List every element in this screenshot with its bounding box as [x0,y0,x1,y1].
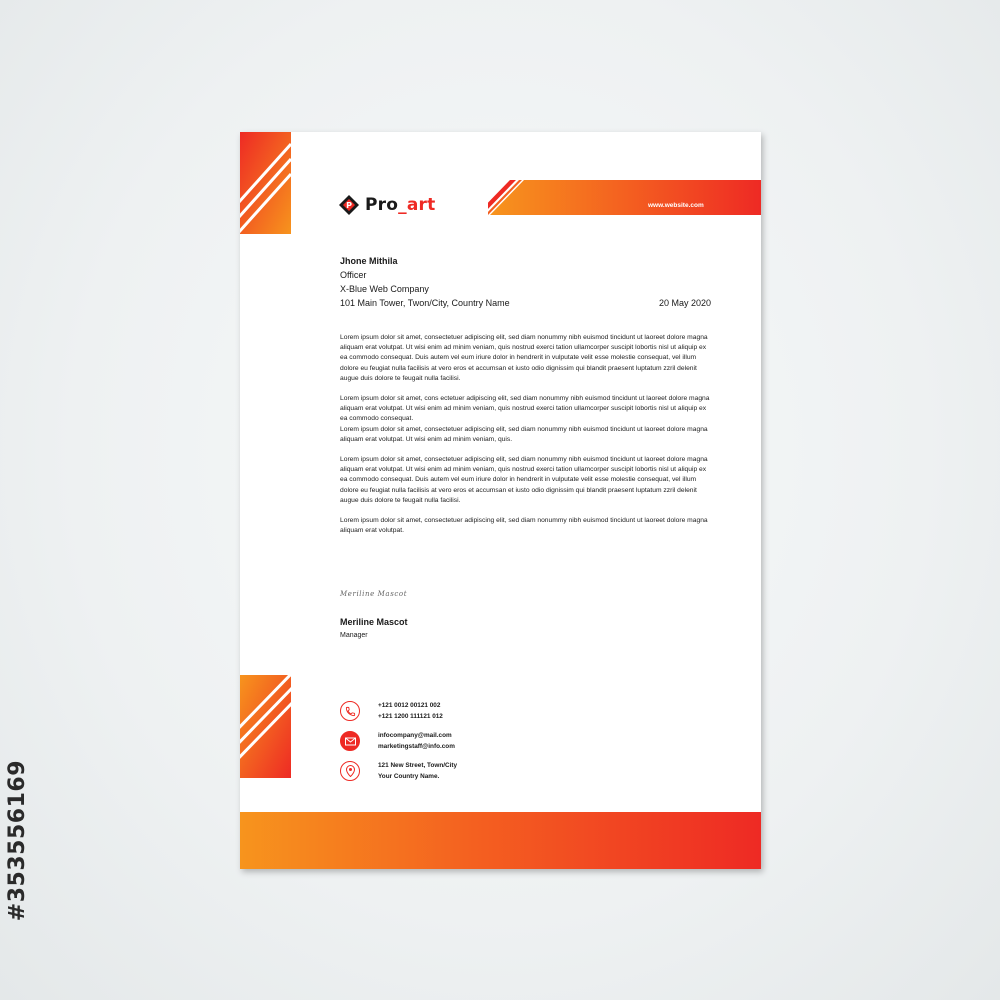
diamond-p-logo-icon [339,195,359,215]
signer-title: Manager [340,632,368,639]
contact-address [340,760,457,782]
website-url[interactable]: www.website.com [648,202,704,209]
company-logo [339,195,435,215]
recipient-company: X-Blue Web Company [340,284,429,294]
body-paragraph: Lorem ipsum dolor sit amet, consectetuer adipiscing elit, sed diam nonummy nibh euismod tincidunt ut laoreet dolore magna aliquam erat volutpat. [340,517,708,535]
email-address: infocompany@mail.com [378,732,452,739]
body-paragraph: Lorem ipsum dolor sit amet, consectetuer adipiscing elit, sed diam nonummy nibh euismod tincidunt ut laoreet dolore magna aliquam erat volutpat. Ut wisi enim ad minim veniam, quis. [340,425,708,443]
recipient-address: 101 Main Tower, Twon/City, Country Name [340,298,510,308]
contact-phone [340,700,443,722]
stock-image-id: #353556169 [5,760,30,922]
brand-name: Pro [365,195,399,215]
recipient-title: Officer [340,270,367,280]
letter-body [340,333,710,546]
mail-icon [340,731,360,751]
body-paragraph: Lorem ipsum dolor sit amet, consectetuer adipiscing elit, sed diam nonummy nibh euismod tincidunt ut laoreet dolore magna aliquam erat volutpat. Ut wisi enim ad minim veniam, quis nostrud exerci tation ullamcorper suscipit lobortis nisl ut aliquip ex ea commodo consequat. Duis autem vel eum iriure dolor in hendrerit in vulputate velit esse molestie consequat, vel illum dolore eu feugiat nulla facilisis at vero eros et accumsan et iusto odio dignissim qui blandit praesent luptatum zzril delenit augue duis dolore te feugait nulla facilisi. [340,334,708,382]
recipient-block [340,254,510,310]
street-address: 121 New Street, Town/City [378,762,458,769]
letter-date: 20 May 2020 [659,298,712,308]
contact-email [340,730,455,752]
letterhead-page [240,132,761,869]
country-name: Your Country Name. [378,773,440,780]
footer-band [240,812,761,869]
body-paragraph: Lorem ipsum dolor sit amet, cons ectetuer adipiscing elit, sed diam nonummy nibh euismod tincidunt ut laoreet dolore magna aliquam erat volutpat. Ut wisi enim ad minim veniam, quis nostrud exerci tation ullamcorper suscipit lobortis nisl ut aliquip ex ea commodo consequat. [340,395,710,423]
recipient-name: Jhone Mithila [340,256,398,266]
phone-number: +121 0012 00121 002 [378,702,441,709]
signer-block [340,615,408,643]
top-left-decoration [240,132,291,234]
phone-number: +121 1200 111121 012 [378,713,443,720]
signer-name: Meriline Mascot [340,617,408,627]
location-pin-icon [340,761,360,781]
bottom-left-decoration [240,675,291,778]
brand-name-accent: _art [398,195,436,215]
phone-icon [340,701,360,721]
body-paragraph: Lorem ipsum dolor sit amet, consectetuer adipiscing elit, sed diam nonummy nibh euismod tincidunt ut laoreet dolore magna aliquam erat volutpat. Ut wisi enim ad minim veniam, quis nostrud exerci tation ullamcorper suscipit lobortis nisl ut aliquip ex ea commodo consequat. Duis autem vel eum iriure dolor in hendrerit in vulputate velit esse molestie consequat, vel illum dolore eu feugiat nulla facilisis at vero eros et accumsan et iusto odio dignissim qui blandit praesent luptatum zzril delenit augue duis dolore te feugait nulla facilisi. [340,456,708,504]
svg-text:P: P [346,201,352,211]
handwritten-signature: Meriline Mascot [340,590,408,598]
header-band [488,180,761,215]
email-address: marketingstaff@info.com [378,743,455,750]
